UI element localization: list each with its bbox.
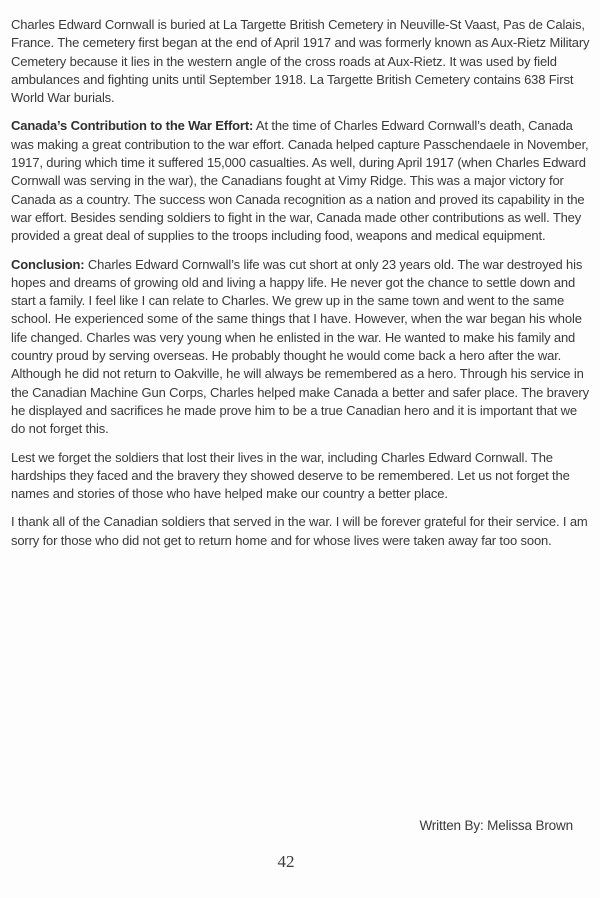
paragraph-thanks: [11, 513, 590, 550]
paragraph-lest-we-forget: [11, 449, 590, 504]
paragraph-canadas-contribution: [11, 117, 590, 245]
section-heading-canadas-contribution: Canada’s Contribution to the War Effort:: [11, 118, 254, 134]
paragraph-conclusion: [11, 256, 590, 439]
paragraph-text: I thank all of the Canadian soldiers that served in the war. I will be forever grateful for their service. I am sorry for those who did not get to return home and for whose lives were taken away far too soon.: [11, 514, 588, 548]
paragraph-text: Lest we forget the soldiers that lost their lives in the war, including Charles Edward Cornwall. The hardships they faced and the bravery they showed deserve to be remembered. Let us not forget the names and stories of those who have helped make our country a better place.: [11, 449, 570, 502]
paragraph-text: Charles Edward Cornwall’s life was cut short at only 23 years old. The war destroyed his hopes and dreams of growing old and living a happy life. He never got the chance to settle down and start a family. I feel like I can relate to Charles. We grew up in the same town and went to the same school. He experienced some of the same things that I have. However, when the war began his whole life changed. Charles was very young when he enlisted in the war. He wanted to make his family and country proud by serving overseas. He probably thought he would come back a hero after the war. Although he did not return to Oakville, he will always be remembered as a hero. Through his service in the Canadian Machine Gun Corps, Charles helped make Canada a better and safer place. The bravery he displayed and sacrifices he made prove him to be a true Canadian hero and it is important that we do not forget this.: [11, 256, 589, 437]
section-heading-conclusion: Conclusion:: [11, 256, 85, 272]
paragraph-text: At the time of Charles Edward Cornwall’s death, Canada was making a great contribution to the war effort. Canada helped capture Passchendaele in November, 1917, during which time it suffered 15,000 casualties. As well, during April 1917 (when Charles Edward Cornwall was serving in the war), the Canadians fought at Vimy Ridge. This was a major victory for Canada as a country. The success won Canada recognition as a nation and proved its capability in the war effort. Besides sending soldiers to fight in the war, Canada made other contributions as well. They provided a great deal of supplies to the troops including food, weapons and medical equipment.: [11, 118, 589, 244]
paragraph-burial-info: [11, 16, 590, 107]
paragraph-text: Charles Edward Cornwall is buried at La Targette British Cemetery in Neuville-St Vaast, Pas de Calais, France. The cemetery first began at the end of April 1917 and was formerly known as Aux-Rietz Military Cemetery because it lies in the western angle of the cross roads at Aux-Rietz. It was used by field ambulances and fighting units until September 1918. La Targette British Cemetery contains 638 First World War burials.: [11, 17, 590, 106]
byline: Written By: Melissa Brown: [419, 818, 573, 833]
page-number: 42: [277, 852, 295, 871]
document-body: [11, 16, 590, 560]
